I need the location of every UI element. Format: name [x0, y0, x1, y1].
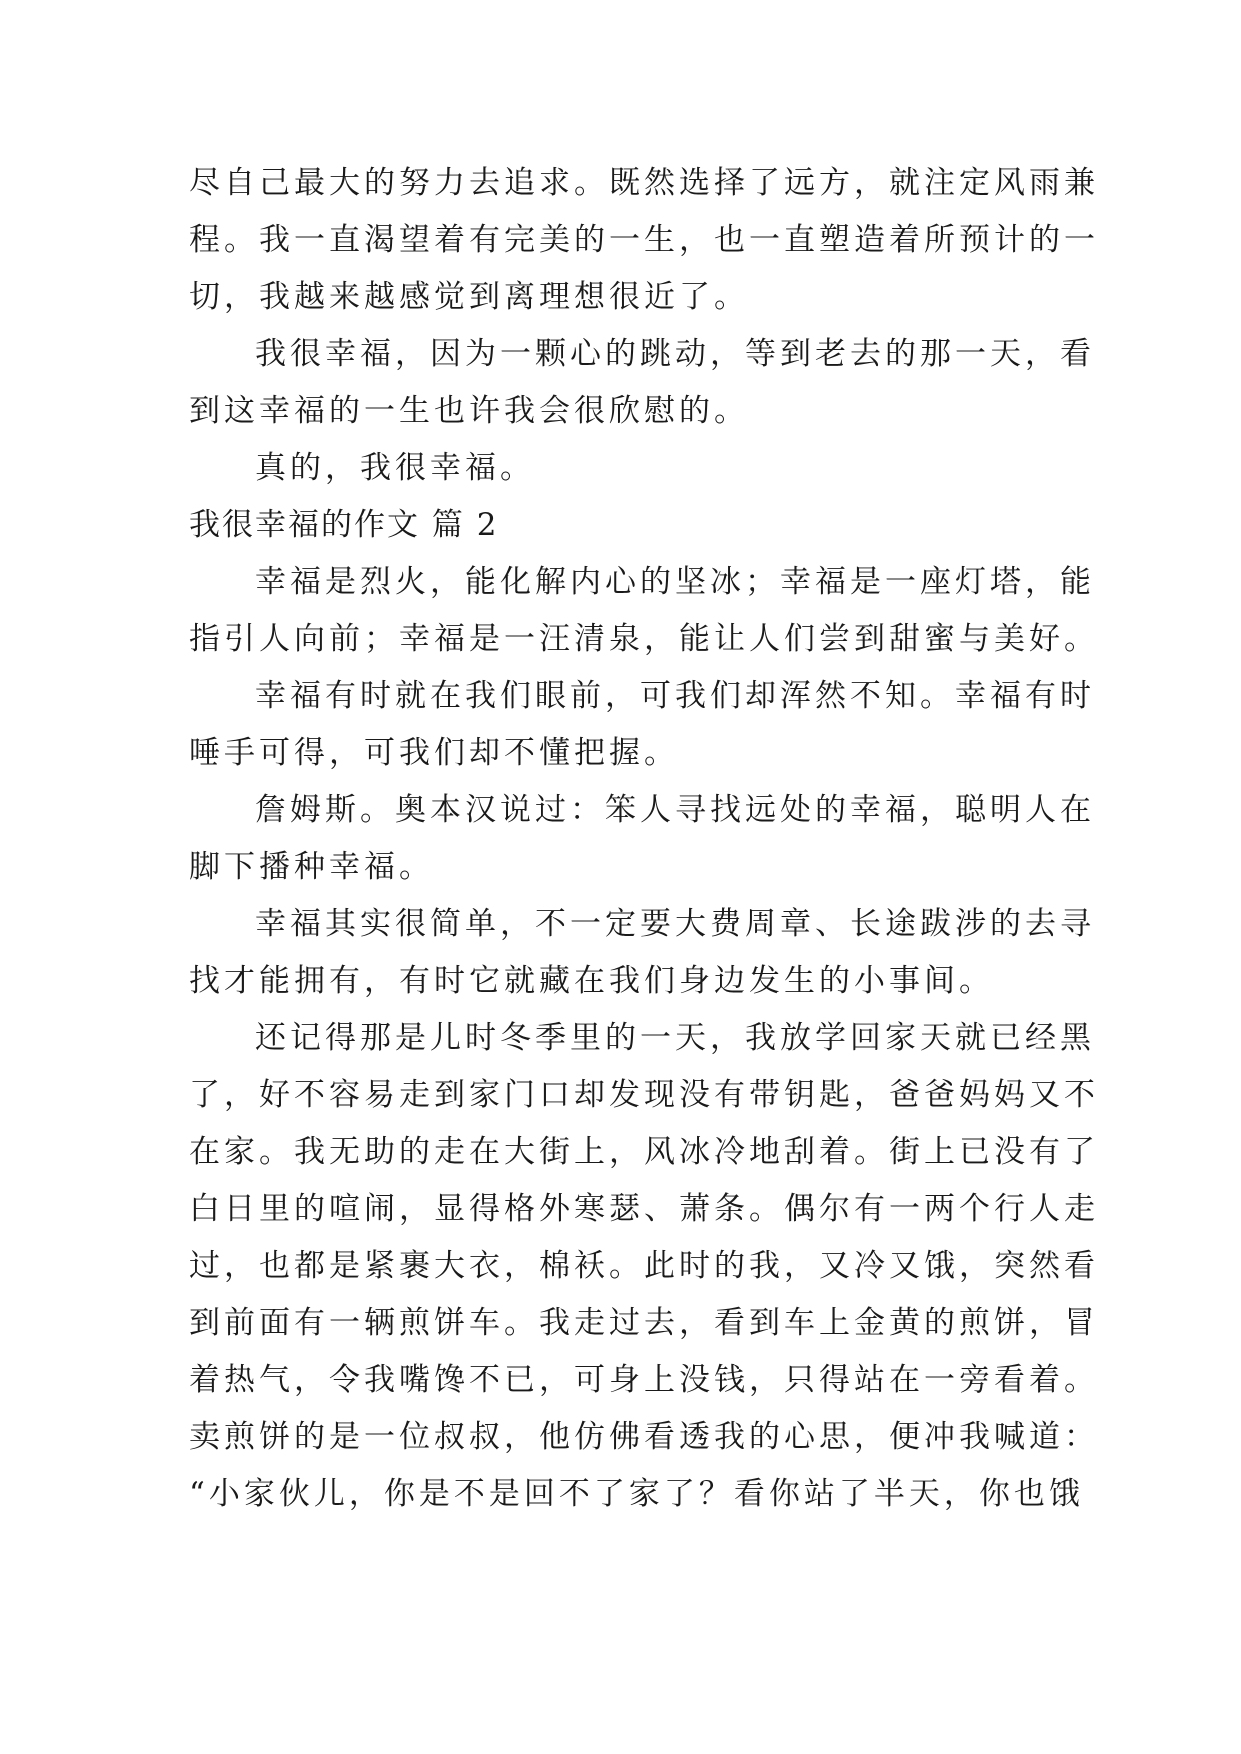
- text-line: 程。我一直渴望着有完美的一生，也一直塑造着所预计的一: [189, 222, 1099, 258]
- text-line: 真的，我很幸福。: [255, 450, 535, 486]
- text-line: 到这幸福的一生也许我会很欣慰的。: [189, 393, 749, 429]
- text-line: 幸福是烈火，能化解内心的坚冰；幸福是一座灯塔，能: [255, 564, 1095, 600]
- text-line: 詹姆斯。奥本汉说过：笨人寻找远处的幸福，聪明人在: [255, 792, 1095, 828]
- text-line: 在家。我无助的走在大街上，风冰冷地刮着。街上已没有了: [189, 1134, 1099, 1170]
- text-line: 找才能拥有，有时它就藏在我们身边发生的小事间。: [189, 963, 994, 999]
- document-body: [189, 155, 1099, 1523]
- text-line: 着热气，令我嘴馋不已，可身上没钱，只得站在一旁看着。: [189, 1362, 1099, 1398]
- text-line: 卖煎饼的是一位叔叔，他仿佛看透我的心思，便冲我喊道：: [189, 1419, 1099, 1455]
- text-line: 白日里的喧闹，显得格外寒瑟、萧条。偶尔有一两个行人走: [189, 1191, 1099, 1227]
- text-line: 过，也都是紧裹大衣，棉袄。此时的我，又冷又饿，突然看: [189, 1248, 1099, 1284]
- text-line: 切，我越来越感觉到离理想很近了。: [189, 279, 749, 315]
- section-heading: 我很幸福的作文 篇 2: [189, 507, 499, 543]
- text-line: 指引人向前；幸福是一汪清泉，能让人们尝到甜蜜与美好。: [189, 621, 1099, 657]
- text-line: 尽自己最大的努力去追求。既然选择了远方，就注定风雨兼: [189, 165, 1099, 201]
- text-line: “小家伙儿，你是不是回不了家了？看你站了半天，你也饿: [189, 1476, 1084, 1512]
- text-line: 到前面有一辆煎饼车。我走过去，看到车上金黄的煎饼，冒: [189, 1305, 1099, 1341]
- text-line: 幸福其实很简单，不一定要大费周章、长途跋涉的去寻: [255, 906, 1095, 942]
- text-line: 了，好不容易走到家门口却发现没有带钥匙，爸爸妈妈又不: [189, 1077, 1099, 1113]
- text-line: 唾手可得，可我们却不懂把握。: [189, 735, 679, 771]
- text-line: 脚下播种幸福。: [189, 849, 434, 885]
- text-line: 还记得那是儿时冬季里的一天，我放学回家天就已经黑: [255, 1020, 1095, 1056]
- text-line: 幸福有时就在我们眼前，可我们却浑然不知。幸福有时: [255, 678, 1095, 714]
- text-line: 我很幸福，因为一颗心的跳动，等到老去的那一天，看: [255, 336, 1095, 372]
